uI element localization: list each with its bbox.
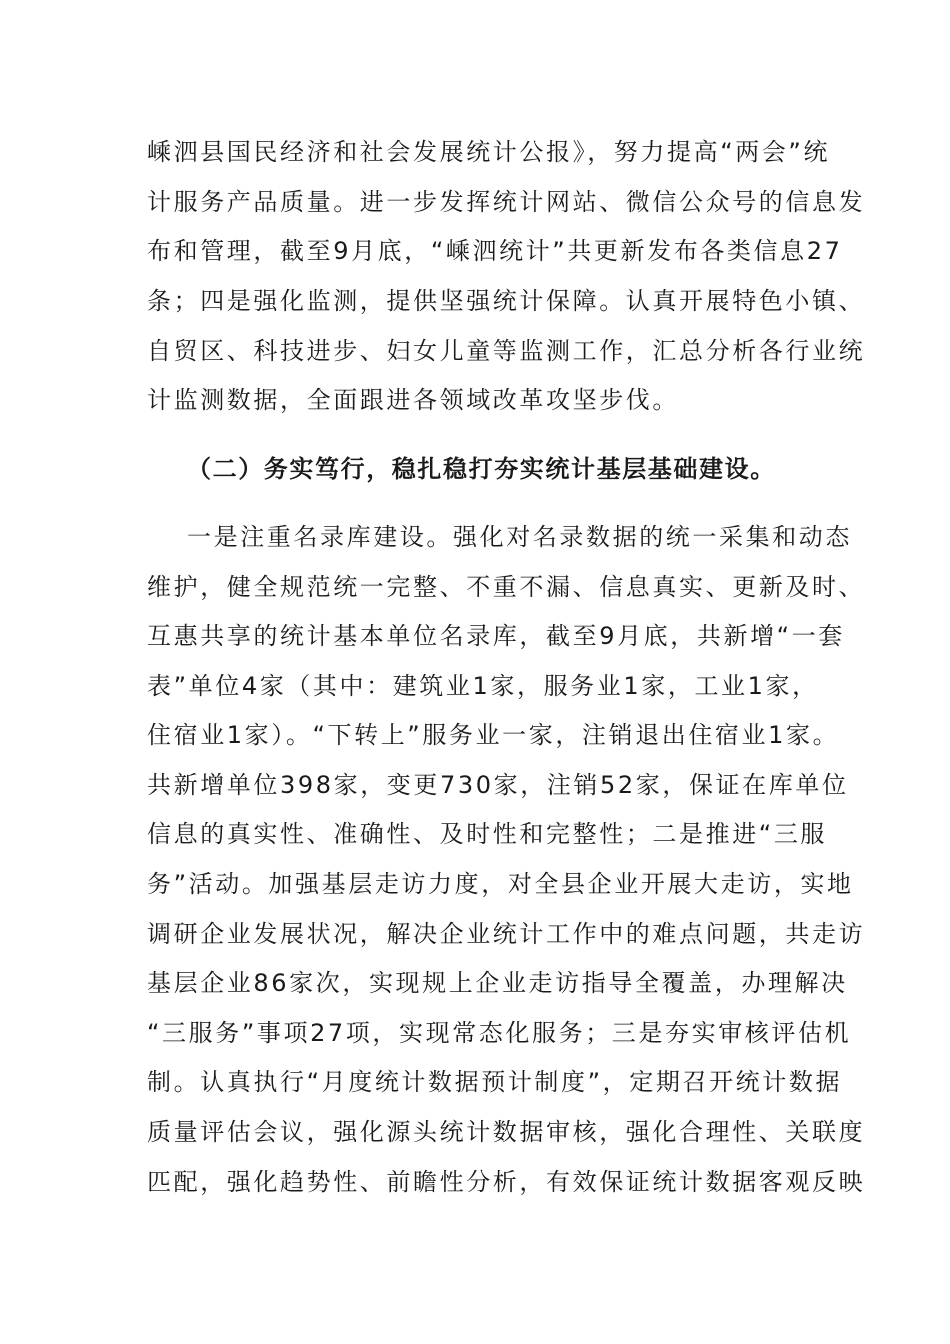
- paragraph-2-line-10: 基层企业86家次，实现规上企业走访指导全覆盖，办理解决: [147, 969, 848, 997]
- paragraph-1-line-5: 自贸区、科技进步、妇女儿童等监测工作，汇总分析各行业统: [147, 337, 866, 365]
- paragraph-2-line-14: 匹配，强化趋势性、前瞻性分析，有效保证统计数据客观反映: [147, 1168, 866, 1196]
- paragraph-2-line-3: 互惠共享的统计基本单位名录库，截至9月底，共新增“一套: [147, 622, 845, 650]
- paragraph-2-line-13: 质量评估会议，强化源头统计数据审核，强化合理性、关联度: [147, 1118, 866, 1146]
- paragraph-2-line-7: 信息的真实性、准确性、及时性和完整性；二是推进“三服: [147, 820, 828, 848]
- paragraph-2-line-12: 制。认真执行“月度统计数据预计制度”，定期召开统计数据: [147, 1068, 843, 1096]
- paragraph-2-line-9: 调研企业发展状况，解决企业统计工作中的难点问题，共走访: [147, 920, 866, 948]
- paragraph-1-line-4: 条；四是强化监测，提供坚强统计保障。认真开展特色小镇、: [147, 287, 866, 315]
- paragraph-2-line-4: 表”单位4家（其中：建筑业1家，服务业1家，工业1家，: [147, 672, 819, 700]
- paragraph-1-line-6: 计监测数据，全面跟进各领域改革攻坚步伐。: [147, 386, 679, 414]
- paragraph-2-line-6: 共新增单位398家，变更730家，注销52家，保证在库单位: [147, 771, 849, 799]
- paragraph-1-line-2: 计服务产品质量。进一步发挥统计网站、微信公众号的信息发: [147, 188, 866, 216]
- paragraph-1-line-3: 布和管理，截至9月底，“嵊泗统计”共更新发布各类信息27: [147, 237, 843, 265]
- paragraph-2-line-11: “三服务”事项27项，实现常态化服务；三是夯实审核评估机: [147, 1019, 852, 1047]
- paragraph-2-line-5: 住宿业1家）。“下转上”服务业一家，注销退出住宿业1家。: [147, 721, 840, 749]
- paragraph-2-line-2: 维护，健全规范统一完整、不重不漏、信息真实、更新及时、: [147, 573, 866, 601]
- paragraph-2-line-8: 务”活动。加强基层走访力度，对全县企业开展大走访，实地: [147, 870, 854, 898]
- section-heading: （二）务实笃行，稳扎稳打夯实统计基层基础建设。: [187, 455, 776, 483]
- paragraph-1-line-1: 嵊泗县国民经济和社会发展统计公报》，努力提高“两会”统: [147, 138, 831, 166]
- paragraph-2-line-1: 一是注重名录库建设。强化对名录数据的统一采集和动态: [187, 523, 852, 551]
